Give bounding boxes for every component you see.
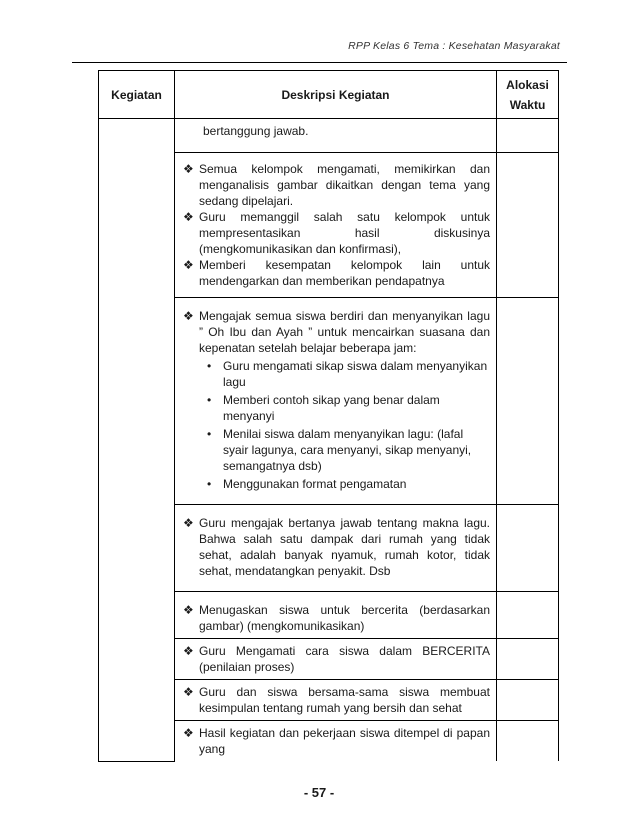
running-header: RPP Kelas 6 Tema : Kesehatan Masyarakat <box>348 40 560 52</box>
sub-item: • Memberi contoh sikap yang benar dalam menyanyi <box>207 393 440 423</box>
diamond-bullet-icon: ❖ <box>183 685 194 699</box>
continued-text: bertanggung jawab. <box>203 124 309 138</box>
list-item: ❖ Guru memanggil salah satu kelompok untuk mempresentasikan hasil diskusinya (mengkomunikasikan dan konfirmasi), <box>183 210 490 256</box>
round-bullet-icon: • <box>207 359 212 373</box>
sub-item: • Guru mengamati sikap siswa dalam menyanyikan lagu <box>207 359 488 389</box>
alokasi-cell <box>497 298 559 505</box>
group-cell <box>175 680 497 721</box>
group-cell <box>175 592 497 639</box>
header-rule <box>72 62 567 63</box>
list-item: ❖ Semua kelompok mengamati, memikirkan dan menganalisis gambar dikaitkan dengan tema yang sedang dipelajari. <box>183 162 490 208</box>
diamond-bullet-icon: ❖ <box>183 726 194 740</box>
diamond-bullet-icon: ❖ <box>183 516 194 530</box>
diamond-bullet-icon: ❖ <box>183 644 194 658</box>
page-number: - 57 - <box>303 785 335 800</box>
alokasi-cell <box>497 592 559 639</box>
list-item: ❖ Guru mengajak bertanya jawab tentang makna lagu. Bahwa salah satu dampak dari rumah yang tidak sehat, adalah banyak nyamuk, rumah kotor, tidak sehat, mendatangkan penyakit. Dsb <box>183 516 490 578</box>
continued-cell <box>175 119 497 153</box>
diamond-bullet-icon: ❖ <box>183 309 194 323</box>
header-deskripsi: Deskripsi Kegiatan <box>175 71 497 119</box>
sub-item: • Menggunakan format pengamatan <box>207 477 407 491</box>
list-item: ❖ Menugaskan siswa untuk bercerita (berdasarkan gambar) (mengkomunikasikan) <box>183 603 490 633</box>
group-cell <box>175 639 497 680</box>
alokasi-cell <box>497 680 559 721</box>
alokasi-cell <box>497 639 559 680</box>
round-bullet-icon: • <box>207 477 212 491</box>
round-bullet-icon: • <box>207 427 212 441</box>
alokasi-cell <box>497 119 559 153</box>
diamond-bullet-icon: ❖ <box>183 258 194 272</box>
activity-table <box>98 70 559 762</box>
header-alokasi-text: Alokasi Waktu <box>506 77 549 112</box>
group-cell <box>175 505 497 592</box>
header-alokasi <box>497 71 559 119</box>
diamond-bullet-icon: ❖ <box>183 603 194 617</box>
list-item: ❖ Mengajak semua siswa berdiri dan menyanyikan lagu ” Oh Ibu dan Ayah ” untuk mencairkan suasana dan kepenatan setelah belajar beberapa jam: <box>183 309 490 355</box>
alokasi-cell <box>497 153 559 298</box>
round-bullet-icon: • <box>207 393 212 407</box>
diamond-bullet-icon: ❖ <box>183 210 194 224</box>
alokasi-cell <box>497 721 559 762</box>
group-cell <box>175 298 497 505</box>
sub-item: • Menilai siswa dalam menyanyikan lagu: (lafal syair lagunya, cara menyanyi, sikap menyanyi, semangatnya dsb) <box>207 427 472 473</box>
list-item: ❖ Guru Mengamati cara siswa dalam BERCERITA (penilaian proses) <box>183 644 490 674</box>
alokasi-cell <box>497 505 559 592</box>
list-item: ❖ Hasil kegiatan dan pekerjaan siswa ditempel di papan yang <box>183 726 490 756</box>
list-item: ❖ Guru dan siswa bersama-sama siswa membuat kesimpulan tentang rumah yang bersih dan sehat <box>183 685 490 715</box>
list-item: ❖ Memberi kesempatan kelompok lain untuk mendengarkan dan memberikan pendapatnya <box>183 258 490 288</box>
group-cell <box>175 721 497 762</box>
kegiatan-cell <box>99 119 175 762</box>
header-kegiatan: Kegiatan <box>99 71 175 119</box>
diamond-bullet-icon: ❖ <box>183 162 194 176</box>
group-cell <box>175 153 497 298</box>
